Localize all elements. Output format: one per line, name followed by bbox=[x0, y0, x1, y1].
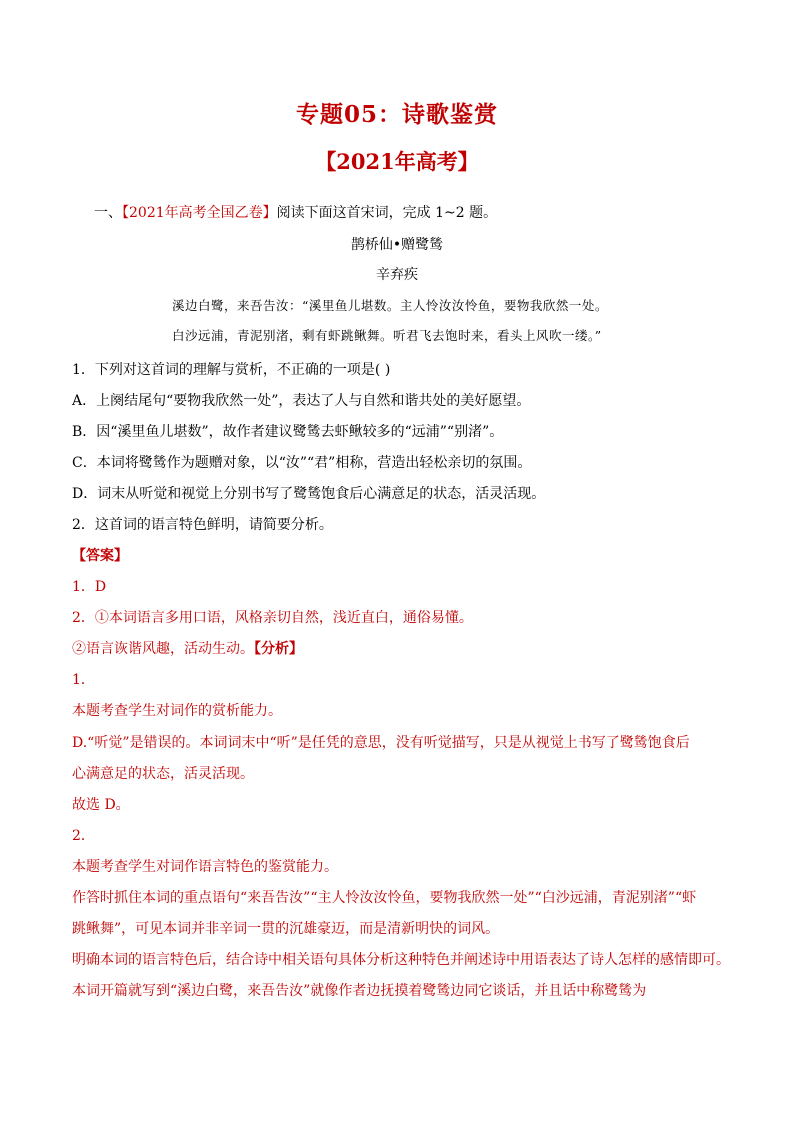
analysis-label: 【分析】 bbox=[254, 641, 303, 657]
question-intro bbox=[94, 202, 754, 222]
analysis-p5a: 作答时抓住本词的重点语句“来吾告汝”“主人怜汝汝怜鱼，要物我欣然一处”“白沙远浦，青泥别渚”“虾 bbox=[72, 890, 697, 906]
answer-1: 1．D bbox=[72, 579, 107, 595]
answer-2-part-2-row bbox=[72, 638, 732, 658]
analysis-p2a: D.“听觉”是错误的。本词词末中“听”是任凭的意思，没有听觉描写，只是从视觉上书写了鹭鸶饱食后 bbox=[72, 735, 690, 751]
q1-option-c: C．本词将鹭鸶作为题赠对象，以“汝”“君”相称，营造出轻松亲切的氛围。 bbox=[72, 455, 532, 471]
analysis-p5b: 跳鳅舞”，可见本词并非辛词一贯的沉雄豪迈，而是清新明快的词风。 bbox=[72, 921, 500, 937]
question-instruction: 阅读下面这首宋词，完成 1~2 题。 bbox=[276, 205, 498, 221]
q1-option-a: A．上阕结尾句“要物我欣然一处”，表达了人与自然和谐共处的美好愿望。 bbox=[72, 393, 531, 409]
answer-label: 【答案】 bbox=[72, 548, 128, 564]
poem-line-1: 溪边白鹭，来吾告汝：“溪里鱼儿堪数。主人怜汝汝怜鱼，要物我欣然一处。 bbox=[172, 298, 608, 313]
q2-stem: 2．这首词的语言特色鲜明，请简要分析。 bbox=[72, 517, 333, 533]
answer-2-part-1: 2．①本词语言多用口语，风格亲切自然，浅近直白，通俗易懂。 bbox=[72, 610, 473, 626]
analysis-p3: 故选 D。 bbox=[72, 797, 130, 813]
analysis-p6: 明确本词的语言特色后，结合诗中相关语句具体分析这种特色并阐述诗中用语表达了诗人怎样的感情即可。 bbox=[72, 952, 730, 968]
analysis-p7: 本词开篇就写到“溪边白鹭，来吾告汝”就像作者边抚摸着鹭鸶边同它谈话，并且话中称鹭鸶为 bbox=[72, 983, 647, 999]
page-title: 专题05：诗歌鉴赏 bbox=[295, 101, 498, 128]
analysis-p4: 本题考查学生对词作语言特色的鉴赏能力。 bbox=[72, 859, 338, 875]
analysis-p2b: 心满意足的状态，活灵活现。 bbox=[72, 766, 254, 782]
analysis-number-2: 2． bbox=[72, 828, 95, 844]
poem-title: 鹊桥仙•赠鹭鸶 bbox=[350, 237, 444, 253]
poem-line-2: 白沙远浦，青泥别渚，剩有虾跳鳅舞。听君飞去饱时来，看头上风吹一缕。” bbox=[172, 328, 602, 343]
answer-2-part-2: ②语言诙谐风趣，活动生动。 bbox=[72, 641, 254, 657]
poem-author: 辛弃疾 bbox=[376, 267, 418, 283]
q1-stem: 1．下列对这首词的理解与赏析，不正确的一项是( ) bbox=[72, 362, 391, 378]
analysis-number-1: 1． bbox=[72, 672, 95, 688]
section-subtitle: 【2021年高考】 bbox=[315, 149, 479, 174]
q1-option-d: D．词末从听觉和视觉上分别书写了鹭鸶饱食后心满意足的状态，活灵活现。 bbox=[72, 486, 546, 502]
question-source: 【2021年高考全国乙卷】 bbox=[122, 205, 277, 221]
question-prefix: 一、 bbox=[94, 205, 122, 221]
analysis-p1: 本题考查学生对词作的赏析能力。 bbox=[72, 703, 282, 719]
q1-option-b: B．因“溪里鱼儿堪数”，故作者建议鹭鸶去虾鳅较多的“远浦”“别渚”。 bbox=[72, 424, 504, 440]
